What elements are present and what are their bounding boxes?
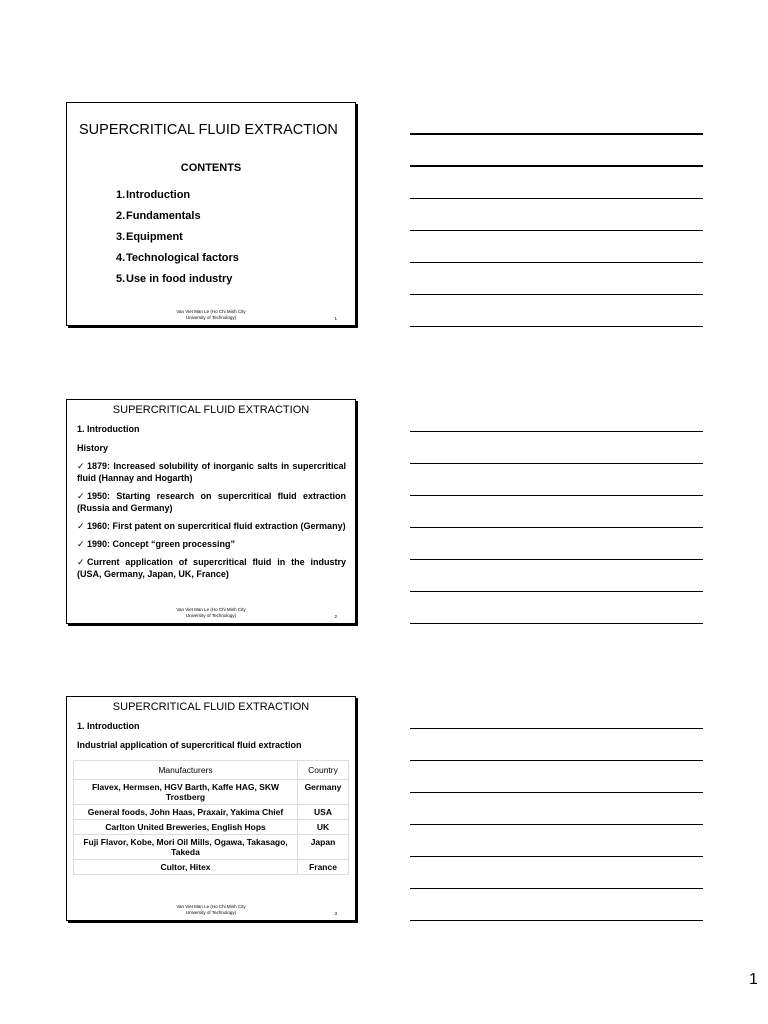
note-line [410,262,703,263]
slide-page-number: 3 [334,911,337,916]
toc-item [116,271,239,292]
country-cell: UK [298,820,349,835]
note-line [410,856,703,857]
slide-footer [67,607,355,619]
table-header-row [74,761,349,780]
manufacturers-table [73,760,349,875]
note-line [410,326,703,327]
note-line [410,760,703,761]
table-row [74,835,349,860]
slide-title: SUPERCRITICAL FLUID EXTRACTION [112,404,310,416]
note-line [410,198,703,199]
note-line [410,527,703,528]
country-cell: USA [298,805,349,820]
bullet-item [77,490,346,514]
history-label: History [77,443,109,453]
history-bullets [77,460,346,586]
note-line [410,230,703,231]
toc-number: 5. [116,273,126,285]
bullet-text: 1950: Starting research on supercritical fluid extraction (Russia and Germany) [77,491,346,513]
note-line [410,792,703,793]
checkmark-icon: ✓ [77,539,85,549]
contents-heading: CONTENTS [180,162,242,174]
footer-author: Van Viet Man Le (Ho Chi Minh City [176,309,246,314]
toc-label: Use in food industry [126,273,233,285]
bullet-item [77,556,346,580]
slide-page-number: 1 [334,316,337,321]
manufacturers-cell: General foods, John Haas, Praxair, Yakima Chief [74,805,298,820]
slide-title: SUPERCRITICAL FLUID EXTRACTION [112,701,310,713]
toc-label: Equipment [126,231,183,243]
note-line [410,294,703,295]
footer-author: Van Viet Man Le (Ho Chi Minh City [176,904,246,909]
bullet-item [77,520,346,532]
table-of-contents [116,187,239,292]
country-cell: France [298,860,349,875]
toc-label: Fundamentals [126,210,201,222]
table-row [74,805,349,820]
note-line [410,920,703,921]
note-line [410,824,703,825]
note-line [410,888,703,889]
column-header-manufacturers: Manufacturers [74,761,298,780]
checkmark-icon: ✓ [77,461,85,471]
section-heading: 1. Introduction [77,424,140,434]
bullet-text: Current application of supercritical fluid in the industry (USA, Germany, Japan, UK, France) [77,557,346,579]
manufacturers-cell: Flavex, Hermsen, HGV Barth, Kaffe HAG, SKW Trostberg [74,780,298,805]
toc-label: Introduction [126,189,191,201]
checkmark-icon: ✓ [77,521,85,531]
table-row [74,860,349,875]
footer-institution: University of Technology) [185,910,237,915]
country-cell: Germany [298,780,349,805]
slide-title: SUPERCRITICAL FLUID EXTRACTION [79,122,338,138]
slide-page-number: 2 [334,614,337,619]
bullet-text: 1960: First patent on supercritical fluid extraction (Germany) [87,521,346,531]
document-page-number: 1 [749,971,758,988]
slide-3 [66,696,356,921]
slide-1 [66,102,356,326]
note-line [410,728,703,729]
toc-item [116,208,239,229]
footer-institution: University of Technology) [185,613,237,618]
note-line [410,165,703,167]
column-header-country: Country [298,761,349,780]
note-line [410,623,703,624]
checkmark-icon: ✓ [77,557,85,567]
toc-item [116,187,239,208]
section-heading: 1. Introduction [77,721,140,731]
slide-subtitle: Industrial application of supercritical fluid extraction [77,740,302,750]
manufacturers-cell: Fuji Flavor, Kobe, Mori Oil Mills, Ogawa, Takasago, Takeda [74,835,298,860]
toc-label: Technological factors [126,252,239,264]
toc-item [116,250,239,271]
toc-number: 4. [116,252,126,264]
manufacturers-cell: Carlton United Breweries, English Hops [74,820,298,835]
note-line [410,463,703,464]
toc-number: 3. [116,231,126,243]
footer-institution: University of Technology) [185,315,237,320]
country-cell: Japan [298,835,349,860]
table-row [74,780,349,805]
manufacturers-cell: Cultor, Hitex [74,860,298,875]
note-line [410,133,703,135]
toc-item [116,229,239,250]
note-line [410,591,703,592]
slide-2 [66,399,356,624]
note-line [410,431,703,432]
toc-number: 1. [116,189,126,201]
bullet-item [77,460,346,484]
note-line [410,495,703,496]
slide-footer [67,904,355,916]
checkmark-icon: ✓ [77,491,85,501]
bullet-text: 1879: Increased solubility of inorganic salts in supercritical fluid (Hannay and Hogarth) [77,461,346,483]
footer-author: Van Viet Man Le (Ho Chi Minh City [176,607,246,612]
table-row [74,820,349,835]
bullet-item [77,538,346,550]
note-line [410,559,703,560]
slide-footer [67,309,355,321]
toc-number: 2. [116,210,126,222]
bullet-text: 1990: Concept “green processing” [87,539,236,549]
